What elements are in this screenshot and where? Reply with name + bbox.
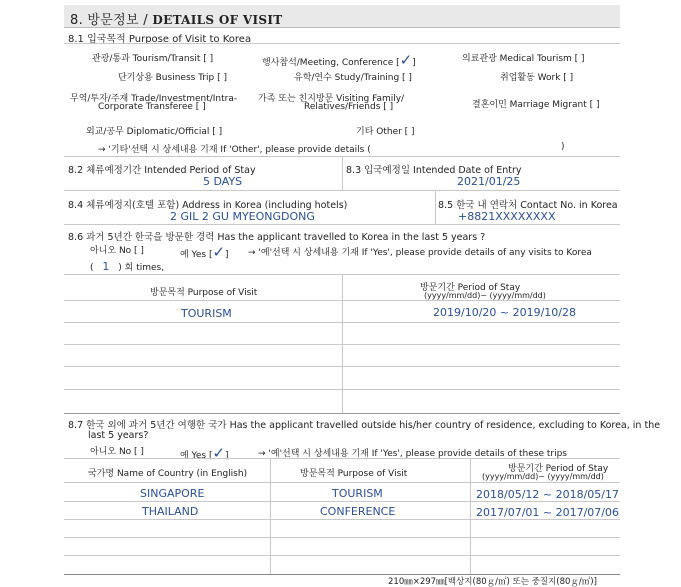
other-details-close: ) [561, 142, 565, 152]
option-study[interactable]: 유학/연수 Study/Training [ ] [294, 73, 412, 83]
option-trade-line2[interactable]: Corporate Transferee [ ] [98, 102, 206, 112]
trips-col-period-format: (yyyy/mm/dd)~ (yyyy/mm/dd) [482, 472, 604, 481]
paper-spec-footer: 210㎜×297㎜[백상지(80ｇ/㎡) 또는 중질지(80ｇ/㎡)] [388, 577, 597, 587]
other-travel-title-line1: 8.7 한국 외에 과거 5년간 여행한 국가 Has the applicant travelled outside his/her country of residence, excluding to Korea, in the [68, 420, 661, 431]
korea-visit-count-value: 1 [102, 260, 110, 273]
korea-row-1-period[interactable]: 2019/10/20 ~ 2019/10/28 [433, 306, 577, 319]
check-icon: ✓ [212, 243, 226, 261]
check-icon: ✓ [212, 444, 226, 462]
other-travel-yes[interactable]: 예 Yes [✓] [180, 444, 229, 462]
korea-col-purpose: 방문목적 Purpose of Visit [150, 288, 258, 298]
trips-col-purpose: 방문목적 Purpose of Visit [300, 469, 408, 479]
address-label: 8.4 체류예정지(호텔 포함) Address in Korea (including hotels) [68, 200, 348, 211]
korea-visit-count[interactable]: ( 1 ) 회 times, [90, 260, 165, 273]
option-diplomatic[interactable]: 외교/공무 Diplomatic/Official [ ] [86, 127, 223, 137]
contact-label: 8.5 한국 내 연락처 Contact No. in Korea [438, 200, 618, 211]
section-header [64, 5, 620, 28]
stay-period-label: 8.2 체류예정기간 Intended Period of Stay [68, 165, 256, 176]
option-visit-line2[interactable]: Relatives/Friends [ ] [304, 102, 394, 112]
korea-visits-yes[interactable]: 예 Yes [✓] [180, 243, 229, 261]
korea-visits-no[interactable]: 아니오 No [ ] [90, 246, 144, 256]
trips-col-period: 방문기간 Period of Stay [508, 464, 609, 474]
other-travel-no[interactable]: 아니오 No [ ] [90, 447, 144, 457]
option-meeting[interactable]: 행사참석/Meeting, Conference [✓] [262, 51, 416, 69]
address-value[interactable]: 2 GIL 2 GU MYEONGDONG [170, 210, 315, 223]
korea-visits-title: 8.6 과거 5년간 한국을 방문한 경력 Has the applicant travelled to Korea in the last 5 years ? [68, 232, 486, 243]
option-visit-line1[interactable]: 가족 또는 친지방문 Visiting Family/ [258, 94, 405, 104]
contact-value[interactable]: +8821XXXXXXXX [458, 210, 556, 223]
check-icon: ✓ [399, 51, 413, 69]
trip-row-1-period[interactable]: 2018/05/12 ~ 2018/05/17 [476, 488, 620, 501]
trips-col-country: 국가명 Name of Country (in English) [88, 469, 248, 479]
other-travel-title-line2: last 5 years? [88, 430, 149, 441]
trip-row-1-country[interactable]: SINGAPORE [140, 487, 205, 500]
trip-row-2-period[interactable]: 2017/07/01 ~ 2017/07/06 [476, 506, 620, 519]
trip-row-2-country[interactable]: THAILAND [142, 505, 199, 518]
other-details-note: → '기타'선택 시 상세내용 기재 If 'Other', please provide details ( [98, 145, 371, 155]
entry-date-label: 8.3 입국예정일 Intended Date of Entry [346, 165, 522, 176]
option-marriage[interactable]: 결혼이민 Marriage Migrant [ ] [472, 100, 600, 110]
korea-row-1-purpose[interactable]: TOURISM [181, 307, 232, 320]
option-work[interactable]: 취업활동 Work [ ] [500, 73, 574, 83]
entry-date-value[interactable]: 2021/01/25 [457, 175, 521, 188]
korea-visits-note: → '예'선택 시 상세내용 기재 If 'Yes', please provide details of any visits to Korea [248, 248, 592, 258]
other-travel-note: → '예'선택 시 상세내용 기재 If 'Yes', please provide details of these trips [258, 449, 567, 459]
stay-period-value[interactable]: 5 DAYS [203, 175, 243, 188]
purpose-title: 8.1 입국목적 Purpose of Visit to Korea [68, 34, 252, 45]
option-other[interactable]: 기타 Other [ ] [356, 127, 415, 137]
trip-row-1-purpose[interactable]: TOURISM [332, 487, 383, 500]
option-business[interactable]: 단기상용 Business Trip [ ] [118, 73, 228, 83]
option-tourism[interactable]: 관광/통과 Tourism/Transit [ ] [92, 54, 214, 64]
trip-row-2-purpose[interactable]: CONFERENCE [320, 505, 396, 518]
option-medical[interactable]: 의료관광 Medical Tourism [ ] [462, 54, 585, 64]
korea-col-period-format: (yyyy/mm/dd)~ (yyyy/mm/dd) [424, 291, 546, 300]
section-header-title: 8. 방문정보 / DETAILS OF VISIT [70, 13, 283, 28]
korea-col-period: 방문기간 Period of Stay [420, 283, 521, 293]
option-trade-line1[interactable]: 무역/투자/주재 Trade/Investment/Intra- [70, 94, 238, 104]
